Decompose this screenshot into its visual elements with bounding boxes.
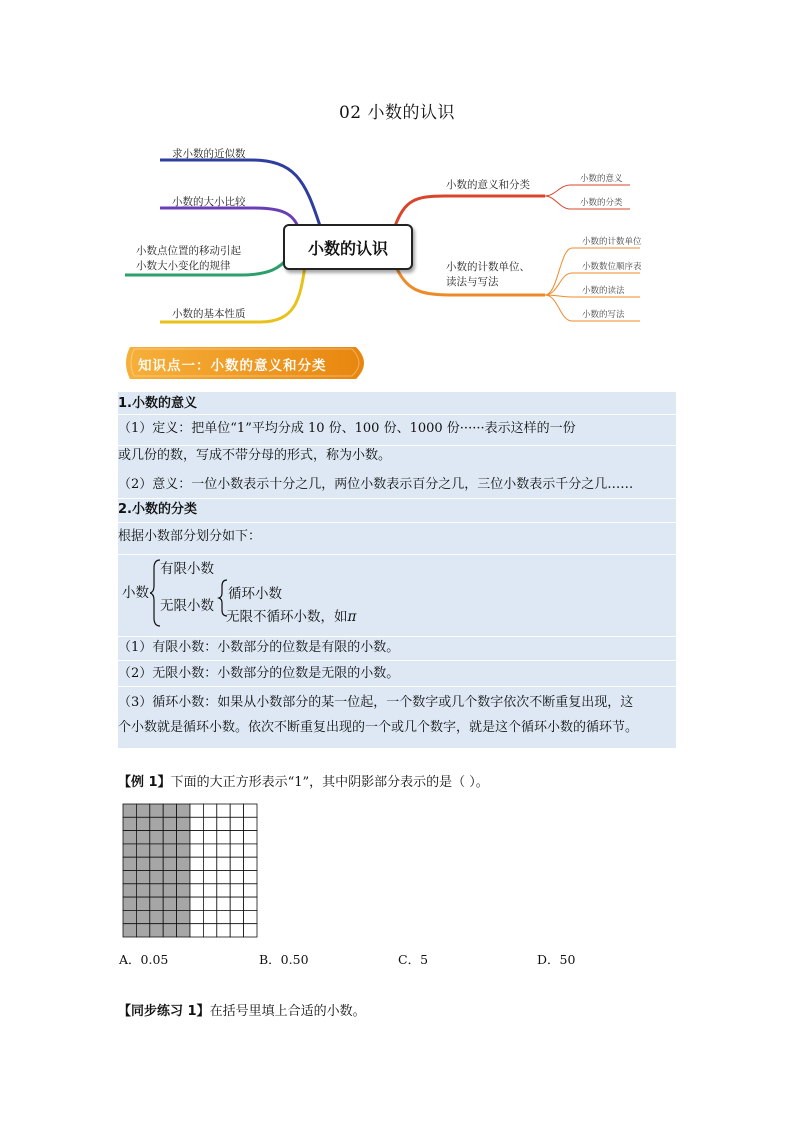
- grid-cell-shaded: [177, 844, 190, 857]
- row-divider: [118, 554, 676, 555]
- grid-cell-shaded: [150, 831, 163, 844]
- grid-cell-shaded: [150, 897, 163, 910]
- grid-cell: [190, 924, 203, 937]
- grid-cell: [203, 897, 216, 910]
- mm-right-top-child-1: 小数的意义: [580, 174, 623, 184]
- grid-cell-shaded: [150, 844, 163, 857]
- mm-left-1: 求小数的近似数: [172, 148, 246, 160]
- page-title: 02 小数的认识: [338, 103, 456, 123]
- pi-symbol: π: [347, 609, 357, 625]
- tree-nonrepeating: 无限不循环小数，如: [226, 609, 348, 625]
- branch-compare: [160, 208, 300, 232]
- grid-cell: [203, 817, 216, 830]
- grid-cell: [244, 924, 257, 937]
- grid-cell-shaded: [123, 804, 136, 817]
- grid-cell: [217, 924, 230, 937]
- grid-cell: [244, 844, 257, 857]
- grid-cell: [217, 804, 230, 817]
- grid-cell-shaded: [123, 897, 136, 910]
- grid-cell-shaded: [150, 804, 163, 817]
- mm-left-4: 小数的基本性质: [172, 308, 246, 320]
- grid-cell: [230, 831, 243, 844]
- grid-cell: [217, 831, 230, 844]
- grid-cell: [190, 844, 203, 857]
- branch-approx: [160, 160, 320, 226]
- grid-cell: [230, 817, 243, 830]
- mindmap-branches: [0, 0, 794, 340]
- mm-left-2: 小数的大小比较: [172, 196, 246, 208]
- grid-cell: [203, 831, 216, 844]
- grid-cell-shaded: [163, 857, 176, 870]
- mm-right-top: 小数的意义和分类: [446, 179, 530, 191]
- grid-cell: [230, 844, 243, 857]
- mm-left-3b: 小数大小变化的规律: [136, 260, 231, 272]
- grid-cell: [244, 817, 257, 830]
- grid-cell: [203, 857, 216, 870]
- practice-1: [118, 1000, 366, 1019]
- grid-cell-shaded: [123, 924, 136, 937]
- def-repeating-1: （3）循环小数：如果从小数部分的某一位起，一个数字或几个数字依次不断重复出现，这: [118, 695, 634, 710]
- grid-cell-shaded: [136, 910, 149, 923]
- grid-cell-shaded: [177, 857, 190, 870]
- grid-cell-shaded: [123, 884, 136, 897]
- grid-cell-shaded: [163, 844, 176, 857]
- grid-cell-shaded: [177, 884, 190, 897]
- grid-cell: [203, 884, 216, 897]
- grid-cell: [217, 910, 230, 923]
- grid-cell: [230, 910, 243, 923]
- grid-cell: [203, 844, 216, 857]
- meaning-line: （2）意义：一位小数表示十分之几，两位小数表示百分之几，三位小数表示千分之几……: [118, 477, 634, 492]
- grid-cell: [203, 910, 216, 923]
- row-divider: [118, 660, 676, 661]
- mm-right-bottom-2: 读法与写法: [446, 276, 499, 288]
- classification-intro: 根据小数部分划分如下：: [118, 529, 262, 544]
- grid-cell: [244, 804, 257, 817]
- grid-cell-shaded: [163, 831, 176, 844]
- tree-finite: 有限小数: [160, 561, 214, 577]
- grid-cell-shaded: [136, 924, 149, 937]
- option-d[interactable]: D．50: [537, 952, 576, 967]
- grid-cell: [244, 831, 257, 844]
- grid-cell-shaded: [163, 897, 176, 910]
- grid-cell: [244, 897, 257, 910]
- grid-cell-shaded: [177, 910, 190, 923]
- grid-cell-shaded: [163, 910, 176, 923]
- grid-cell: [217, 897, 230, 910]
- grid-cell: [244, 884, 257, 897]
- heading-classification: 2.小数的分类: [118, 502, 197, 517]
- grid-cell-shaded: [150, 910, 163, 923]
- grid-cell-shaded: [123, 844, 136, 857]
- grid-cell-shaded: [163, 817, 176, 830]
- mm-right-bottom-child-1: 小数的计数单位: [582, 237, 642, 247]
- mm-right-bottom-child-3: 小数的读法: [582, 286, 625, 296]
- grid-cell-shaded: [123, 831, 136, 844]
- grid-cell: [244, 910, 257, 923]
- grid-cell-shaded: [163, 884, 176, 897]
- tree-root: 小数: [122, 585, 149, 601]
- grid-cell-shaded: [177, 924, 190, 937]
- grid-cell-shaded: [150, 817, 163, 830]
- mindmap-center: 小数的认识: [283, 224, 413, 270]
- grid-cell: [230, 804, 243, 817]
- grid-cell: [217, 871, 230, 884]
- grid-cell-shaded: [177, 831, 190, 844]
- option-b[interactable]: B．0.50: [259, 952, 309, 967]
- grid-cell-shaded: [177, 871, 190, 884]
- mm-left-3a: 小数点位置的移动引起: [136, 245, 241, 257]
- section-banner-text: 知识点一：小数的意义和分类: [138, 358, 327, 374]
- grid-cell-shaded: [123, 817, 136, 830]
- grid-cell: [190, 884, 203, 897]
- practice-1-label: 【同步练习 1】: [118, 1004, 210, 1019]
- grid-cell: [190, 910, 203, 923]
- definition-line-1: （1）定义：把单位“1”平均分成 10 份、100 份、1000 份······表示这样的一份: [118, 421, 576, 436]
- grid-cell-shaded: [150, 871, 163, 884]
- mm-right-bottom-child-4: 小数的写法: [582, 310, 625, 320]
- mm-right-bottom-1: 小数的计数单位、: [446, 261, 530, 273]
- grid-cell: [217, 844, 230, 857]
- branch-meaning: [395, 196, 545, 226]
- grid-cell: [244, 871, 257, 884]
- grid-cell-shaded: [177, 817, 190, 830]
- grid-cell-shaded: [177, 897, 190, 910]
- grid-cell-shaded: [123, 871, 136, 884]
- example-1-label: 【例 1】: [118, 775, 171, 790]
- grid-cell-shaded: [136, 871, 149, 884]
- grid-cell: [217, 817, 230, 830]
- row-divider: [118, 686, 676, 687]
- grid-cell: [244, 857, 257, 870]
- example-1-question: [118, 771, 489, 790]
- grid-cell: [190, 857, 203, 870]
- grid-cell: [217, 884, 230, 897]
- hundred-grid: [122, 803, 258, 938]
- grid-cell-shaded: [123, 910, 136, 923]
- tree-repeating: 循环小数: [228, 586, 282, 602]
- grid-cell-shaded: [163, 871, 176, 884]
- grid-cell: [190, 871, 203, 884]
- grid-cell-shaded: [163, 804, 176, 817]
- grid-cell-shaded: [150, 857, 163, 870]
- practice-1-text: 在括号里填上合适的小数。: [209, 1004, 366, 1019]
- def-infinite: （2）无限小数：小数部分的位数是无限的小数。: [118, 666, 400, 681]
- grid-cell: [230, 924, 243, 937]
- grid-cell-shaded: [123, 857, 136, 870]
- example-1-text: 下面的大正方形表示“1”，其中阴影部分表示的是（ ）。: [170, 775, 489, 790]
- grid-cell: [190, 897, 203, 910]
- tree-infinite: 无限小数: [160, 598, 214, 614]
- option-c[interactable]: C．5: [398, 952, 429, 967]
- grid-cell-shaded: [136, 897, 149, 910]
- grid-cell-shaded: [163, 924, 176, 937]
- grid-cell-shaded: [177, 804, 190, 817]
- grid-cell-shaded: [136, 831, 149, 844]
- row-divider: [118, 522, 676, 523]
- grid-cell-shaded: [136, 844, 149, 857]
- heading-meaning: 1.小数的意义: [118, 396, 197, 411]
- grid-cell-shaded: [136, 817, 149, 830]
- grid-cell: [190, 817, 203, 830]
- grid-cell: [230, 857, 243, 870]
- grid-cell-shaded: [136, 804, 149, 817]
- grid-cell: [203, 871, 216, 884]
- definition-line-2: 或几份的数，写成不带分母的形式，称为小数。: [118, 448, 392, 463]
- grid-cell: [203, 924, 216, 937]
- def-finite: （1）有限小数：小数部分的位数是有限的小数。: [118, 640, 400, 655]
- grid-cell: [230, 871, 243, 884]
- grid-cell: [190, 804, 203, 817]
- grid-cell: [230, 897, 243, 910]
- grid-cell: [217, 857, 230, 870]
- grid-cell: [203, 804, 216, 817]
- grid-cell: [230, 884, 243, 897]
- grid-cell-shaded: [150, 884, 163, 897]
- def-repeating-2: 个小数就是循环小数。依次不断重复出现的一个或几个数字，就是这个循环小数的循环节。: [118, 720, 639, 735]
- tree-nonrepeating-row: [226, 605, 356, 625]
- sub-meaning-1: [545, 185, 630, 196]
- grid-cell-shaded: [136, 884, 149, 897]
- grid-cell: [190, 831, 203, 844]
- grid-cell-shaded: [150, 924, 163, 937]
- mm-right-top-child-2: 小数的分类: [580, 198, 623, 208]
- option-a[interactable]: A．0.05: [119, 952, 169, 967]
- grid-cell-shaded: [136, 857, 149, 870]
- mm-right-bottom-child-2: 小数数位顺序表: [582, 262, 642, 272]
